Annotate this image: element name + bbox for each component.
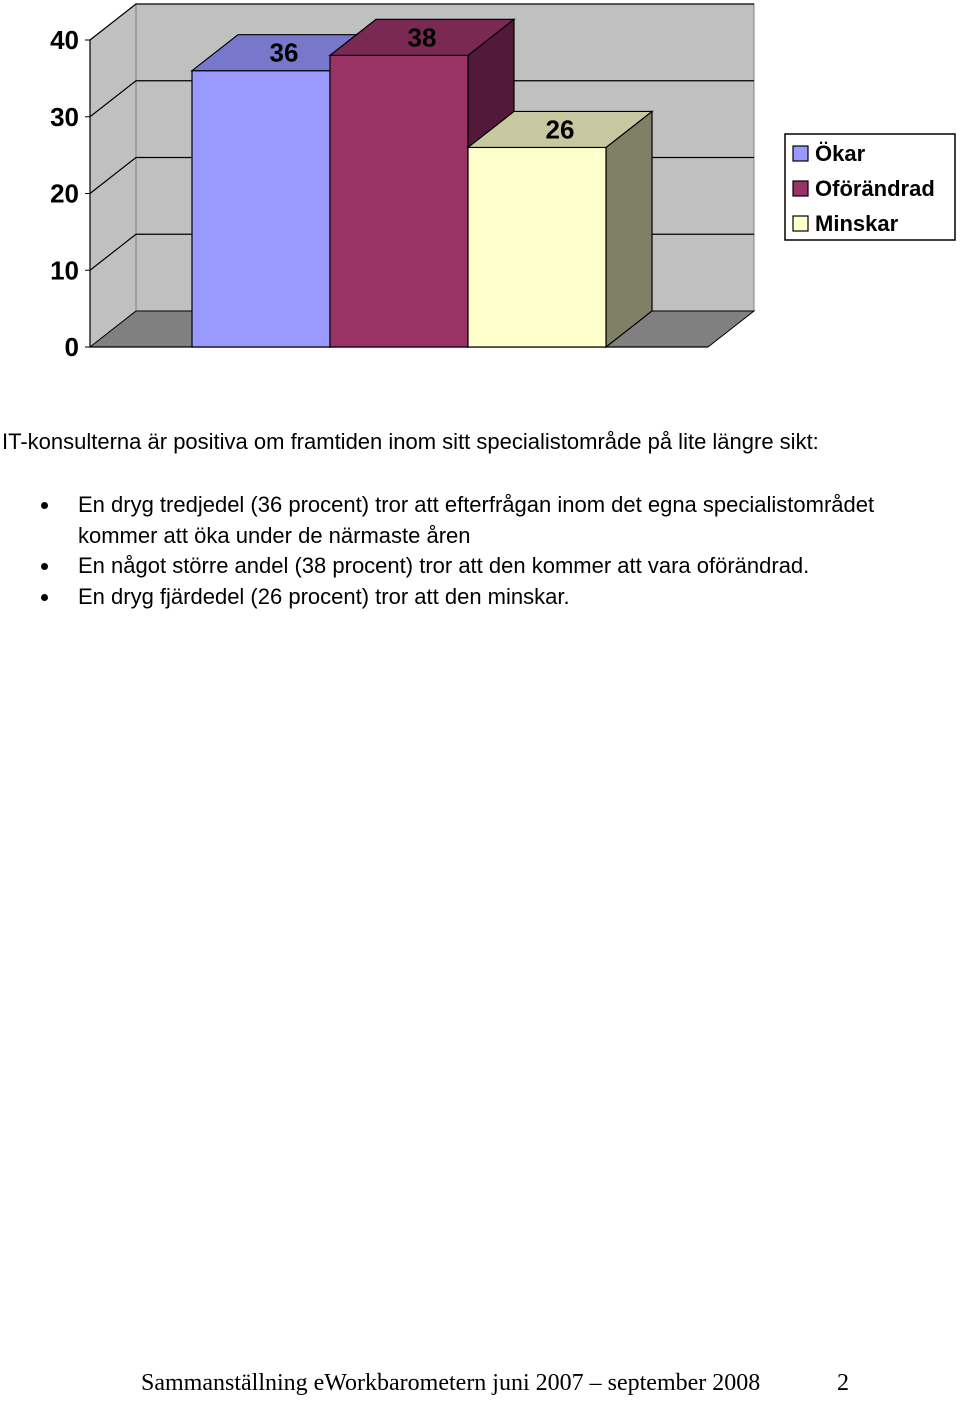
legend-swatch <box>793 146 808 161</box>
y-tick-label: 20 <box>50 178 79 209</box>
legend-label: Ökar <box>815 141 866 166</box>
y-tick-label: 0 <box>64 332 79 362</box>
data-label: 36 <box>269 37 299 68</box>
legend <box>785 134 955 240</box>
bullet-text: En dryg tredjedel (36 procent) tror att efterfrågan inom det egna specialistområdet kommer att öka under de närmaste åren <box>78 492 875 548</box>
bar-chart <box>0 0 960 400</box>
page-number: 2 <box>837 1370 849 1396</box>
y-tick-label: 30 <box>50 101 79 132</box>
bullet-text: En något större andel (38 procent) tror att den kommer att vara oförändrad. <box>78 553 810 578</box>
legend-swatch <box>793 216 808 231</box>
bullet-dot-icon <box>41 563 48 570</box>
intro-text: IT-konsulterna är positiva om framtiden inom sitt specialistområde på lite längre sikt: <box>2 429 819 454</box>
bar-front <box>468 147 606 347</box>
bar-front <box>330 55 468 347</box>
bullet-item <box>0 551 938 582</box>
y-tick-labels <box>50 25 79 362</box>
bullet-item <box>0 582 938 613</box>
bar <box>468 111 652 347</box>
data-label: 26 <box>545 114 575 145</box>
bullet-text: En dryg fjärdedel (26 procent) tror att den minskar. <box>78 583 570 609</box>
bar-side <box>606 111 652 347</box>
bullet-item <box>0 490 938 551</box>
page-footer <box>141 1370 849 1397</box>
bar-front <box>192 71 330 347</box>
footer-text: Sammanställning eWorkbarometern juni 2007 – september 2008 <box>141 1370 761 1396</box>
bullet-dot-icon <box>41 502 48 509</box>
bullet-list <box>0 490 938 612</box>
y-tick-label: 40 <box>50 25 79 55</box>
legend-label: Minskar <box>815 211 899 236</box>
data-label: 38 <box>407 22 437 53</box>
legend-label: Oförändrad <box>815 176 935 201</box>
bullet-dot-icon <box>41 594 48 601</box>
legend-swatch <box>793 181 808 196</box>
y-tick-label: 10 <box>50 255 79 286</box>
